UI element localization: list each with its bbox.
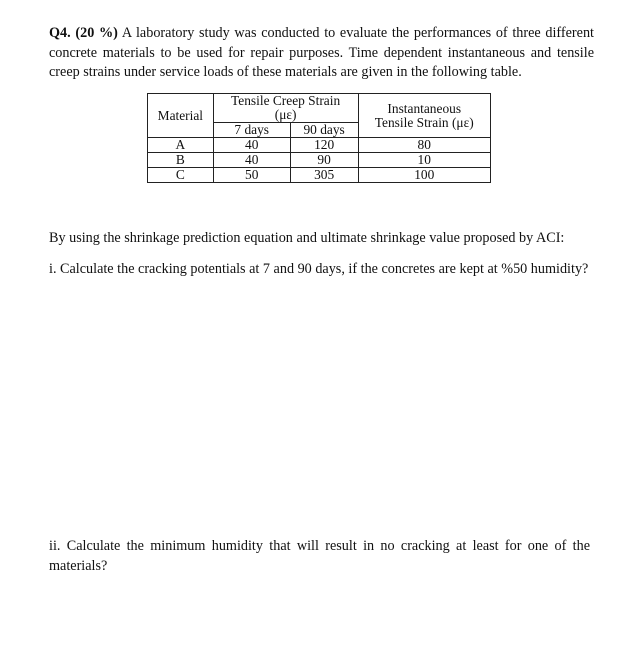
part-ii-text: ii. Calculate the minimum humidity that will result in no cracking at least for one of the materials? [49, 538, 590, 574]
header-90-days: 90 days [290, 123, 358, 138]
header-inst-line2: Tensile Strain (με) [374, 114, 474, 130]
question-label: Q4. (20 %) [49, 25, 118, 41]
cell-material: C [148, 168, 214, 183]
cell-7-days: 40 [213, 138, 290, 153]
header-material: Material [148, 94, 214, 138]
cell-90-days: 305 [290, 168, 358, 183]
table-row [148, 168, 491, 183]
intro-text: By using the shrinkage prediction equation and ultimate shrinkage value proposed by ACI: [49, 230, 565, 246]
header-inst-line1: Instantaneous [387, 100, 462, 116]
cell-material: A [148, 138, 214, 153]
cell-90-days: 90 [290, 153, 358, 168]
header-7-days: 7 days [213, 123, 290, 138]
part-i-text: i. Calculate the cracking potentials at 7 and 90 days, if the concretes are kept at %50 humidity? [49, 261, 589, 277]
header-creep-line1: Tensile Creep Strain [231, 93, 341, 108]
cell-material: B [148, 153, 214, 168]
header-instantaneous [358, 94, 491, 138]
question-text [49, 24, 594, 83]
cell-7-days: 50 [213, 168, 290, 183]
question-body: A laboratory study was conducted to evaluate the performances of three different concrete materials to be used for repair purposes. Time dependent instantaneous and tensile creep strains under service loads of these materials are given in the following table. [49, 25, 594, 80]
cell-instantaneous: 80 [358, 138, 491, 153]
table-header-row [148, 94, 491, 123]
cell-instantaneous: 10 [358, 153, 491, 168]
cell-instantaneous: 100 [358, 168, 491, 183]
cell-90-days: 120 [290, 138, 358, 153]
strain-table [147, 93, 491, 183]
cell-7-days: 40 [213, 153, 290, 168]
table-row [148, 153, 491, 168]
table-row [148, 138, 491, 153]
header-creep [213, 94, 358, 123]
header-creep-line2: (με) [274, 107, 297, 122]
